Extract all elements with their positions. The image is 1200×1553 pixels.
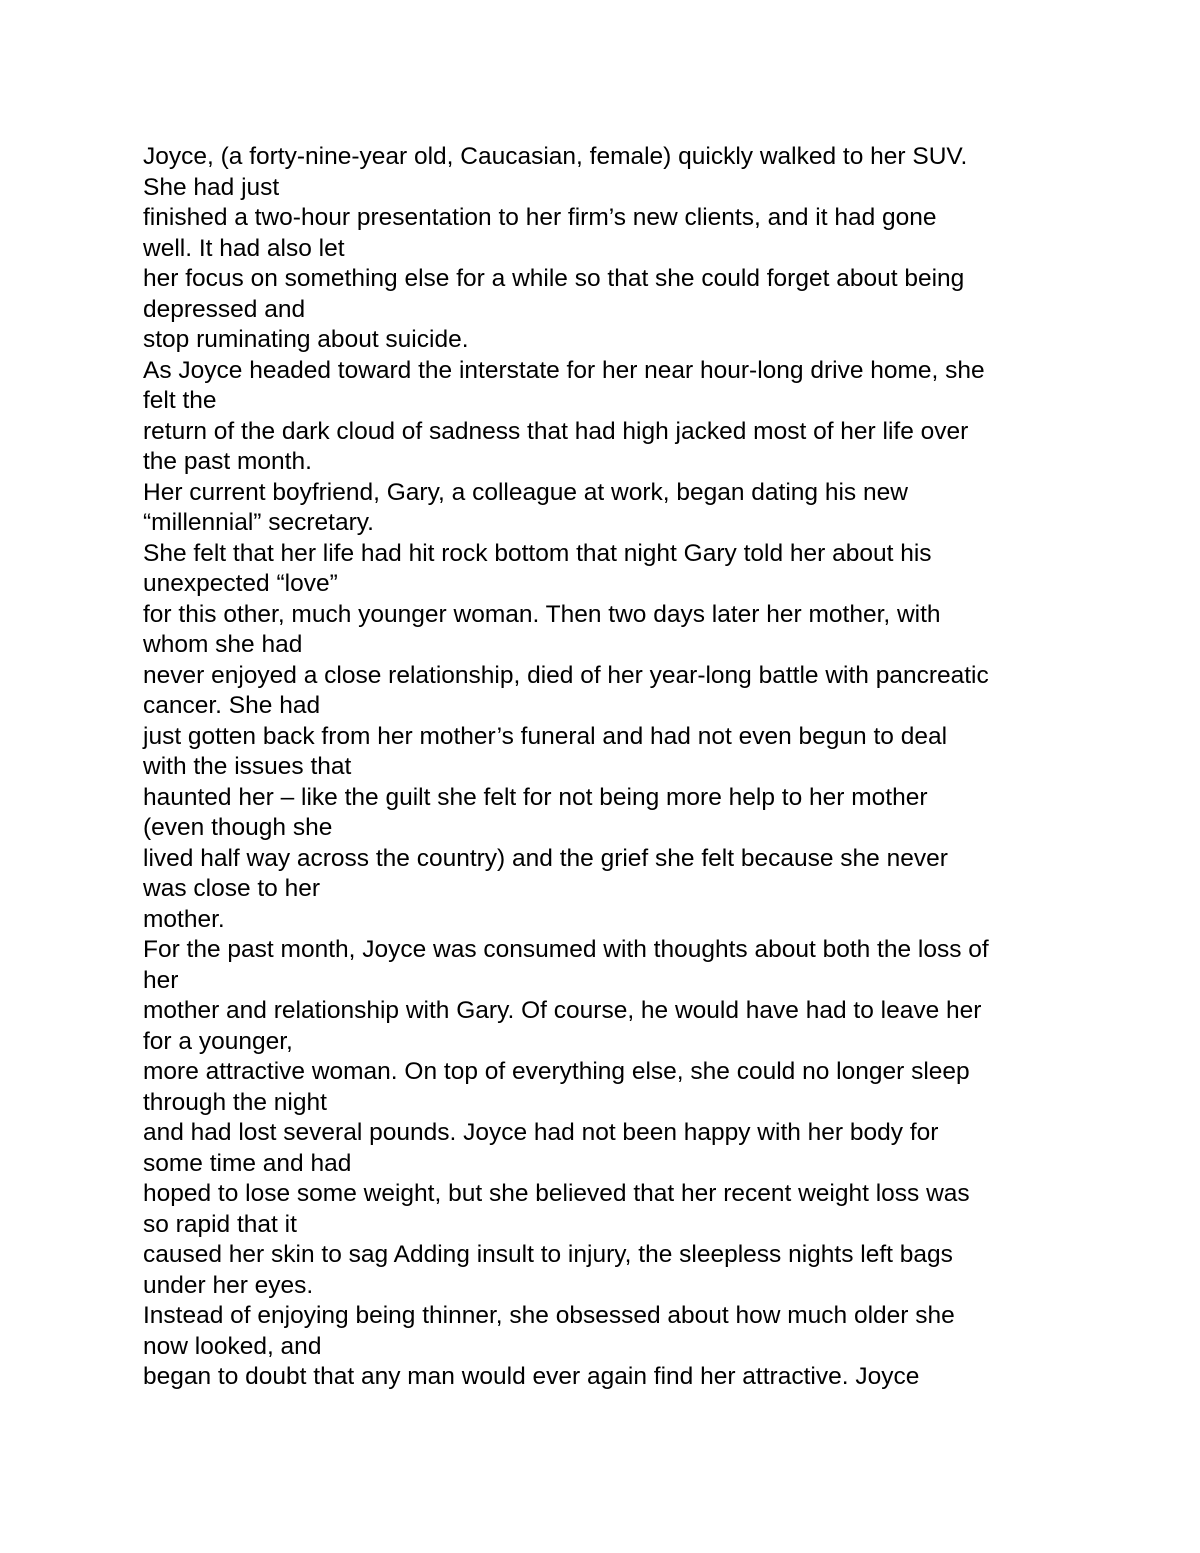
text-line: As Joyce headed toward the interstate for her near hour-long drive home, she xyxy=(143,356,985,384)
text-line: return of the dark cloud of sadness that had high jacked most of her life over xyxy=(143,417,969,445)
text-line: under her eyes. xyxy=(143,1271,314,1299)
text-line: just gotten back from her mother’s funeral and had not even begun to deal xyxy=(143,722,948,750)
text-line: Her current boyfriend, Gary, a colleague at work, began dating his new xyxy=(143,478,908,506)
text-line: the past month. xyxy=(143,448,312,475)
text-line: began to doubt that any man would ever again find her attractive. Joyce xyxy=(143,1363,920,1390)
text-line: depressed and xyxy=(143,295,306,323)
text-line: lived half way across the country) and the grief she felt because she never xyxy=(143,844,948,872)
text-line: “millennial” secretary. xyxy=(143,509,374,536)
text-line: unexpected “love” xyxy=(143,570,338,597)
text-line: mother and relationship with Gary. Of course, he would have had to leave her xyxy=(143,997,982,1024)
text-line: never enjoyed a close relationship, died of her year-long battle with pancreatic xyxy=(143,661,989,689)
text-line: through the night xyxy=(143,1088,327,1116)
text-line: was close to her xyxy=(143,875,321,902)
text-line: haunted her – like the guilt she felt for not being more help to her mother xyxy=(143,783,928,811)
text-line: more attractive woman. On top of everything else, she could no longer sleep xyxy=(143,1058,970,1085)
text-line: Joyce, (a forty-nine-year old, Caucasian, female) quickly walked to her SUV. xyxy=(143,143,968,170)
text-line: and had lost several pounds. Joyce had not been happy with her body for xyxy=(143,1119,939,1146)
text-line: whom she had xyxy=(143,631,303,658)
text-line: stop ruminating about suicide. xyxy=(143,326,469,353)
body-text xyxy=(143,142,1083,1393)
text-line: She had just xyxy=(143,173,280,201)
text-line: for a younger, xyxy=(143,1027,293,1055)
text-line: her xyxy=(143,966,179,994)
text-line: caused her skin to sag Adding insult to injury, the sleepless nights left bags xyxy=(143,1241,953,1268)
text-line: She felt that her life had hit rock bottom that night Gary told her about his xyxy=(143,539,932,567)
text-line: some time and had xyxy=(143,1149,352,1177)
text-line: For the past month, Joyce was consumed with thoughts about both the loss of xyxy=(143,936,989,963)
text-line: mother. xyxy=(143,905,225,933)
text-line: for this other, much younger woman. Then two days later her mother, with xyxy=(143,600,941,628)
text-line: well. It had also let xyxy=(143,234,345,262)
text-line: finished a two-hour presentation to her firm’s new clients, and it had gone xyxy=(143,204,937,231)
text-line: (even though she xyxy=(143,814,333,841)
text-line: now looked, and xyxy=(143,1332,322,1360)
text-line: cancer. She had xyxy=(143,692,321,719)
text-line: hoped to lose some weight, but she believed that her recent weight loss was xyxy=(143,1180,970,1207)
text-line: felt the xyxy=(143,387,217,414)
text-line: so rapid that it xyxy=(143,1210,297,1238)
text-line: with the issues that xyxy=(143,753,352,780)
text-line: Instead of enjoying being thinner, she obsessed about how much older she xyxy=(143,1302,955,1329)
text-line: her focus on something else for a while so that she could forget about being xyxy=(143,265,965,292)
